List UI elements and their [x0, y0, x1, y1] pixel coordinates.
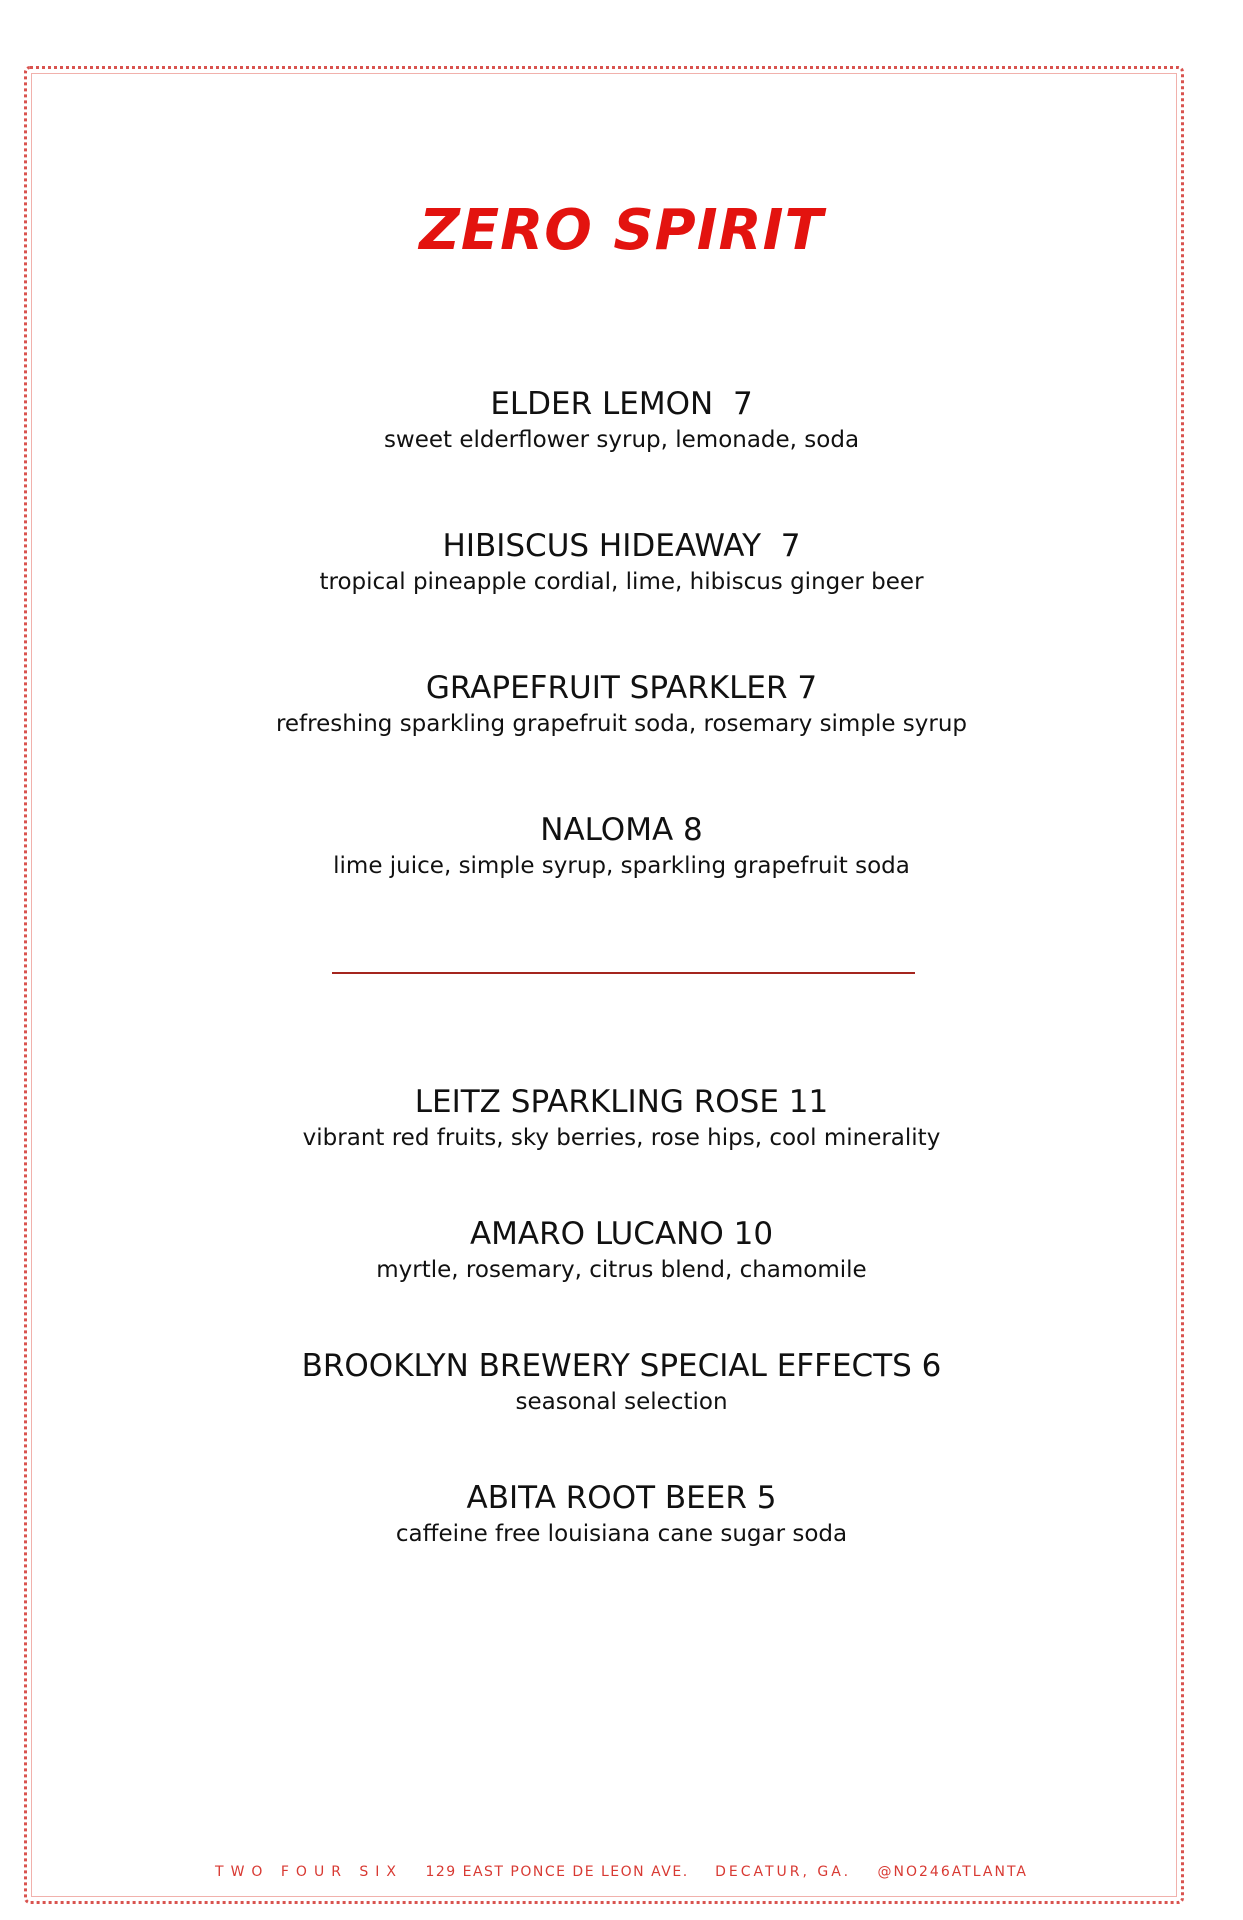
social-handle: @NO246ATLANTA [877, 1864, 1028, 1880]
menu-item [0, 668, 1243, 810]
section-divider [332, 972, 915, 974]
menu-item-name: BROOKLYN BREWERY SPECIAL EFFECTS 6 [301, 1348, 942, 1384]
menu-item-description: refreshing sparkling grapefruit soda, rosemary simple syrup [275, 711, 968, 737]
menu-item-name: GRAPEFRUIT SPARKLER 7 [425, 670, 818, 706]
menu-item-description: vibrant red fruits, sky berries, rose hips, cool minerality [302, 1125, 941, 1151]
menu-item [0, 1478, 1243, 1610]
menu-item-name: HIBISCUS HIDEAWAY 7 [442, 528, 801, 564]
menu-item [0, 1082, 1243, 1214]
menu-item-description: tropical pineapple cordial, lime, hibiscus ginger beer [319, 569, 924, 595]
menu-item [0, 384, 1243, 526]
decorative-border-inner [31, 73, 1177, 1897]
restaurant-name: TWO FOUR SIX [215, 1864, 403, 1880]
menu-item [0, 526, 1243, 668]
menu-item-description: sweet elderflower syrup, lemonade, soda [383, 427, 860, 453]
restaurant-footer [0, 1864, 1243, 1880]
menu-item-name: ABITA ROOT BEER 5 [466, 1480, 777, 1516]
menu-item-description: seasonal selection [515, 1389, 728, 1415]
zero-spirit-section [0, 384, 1243, 952]
other-drinks-section [0, 1082, 1243, 1610]
menu-item [0, 810, 1243, 952]
menu-title: ZERO SPIRIT [419, 198, 824, 263]
menu-item-name: NALOMA 8 [540, 812, 703, 848]
menu-item [0, 1346, 1243, 1478]
menu-item-name: ELDER LEMON 7 [490, 386, 753, 422]
menu-item-name: LEITZ SPARKLING ROSE 11 [414, 1084, 829, 1120]
menu-item-description: lime juice, simple syrup, sparkling grapefruit soda [333, 853, 910, 879]
menu-item-description: caffeine free louisiana cane sugar soda [395, 1521, 848, 1547]
menu-item [0, 1214, 1243, 1346]
menu-item-description: myrtle, rosemary, citrus blend, chamomile [376, 1257, 867, 1283]
restaurant-city: DECATUR, GA. [715, 1864, 852, 1880]
menu-item-name: AMARO LUCANO 10 [469, 1216, 774, 1252]
restaurant-address: 129 EAST PONCE DE LEON AVE. [425, 1864, 689, 1880]
